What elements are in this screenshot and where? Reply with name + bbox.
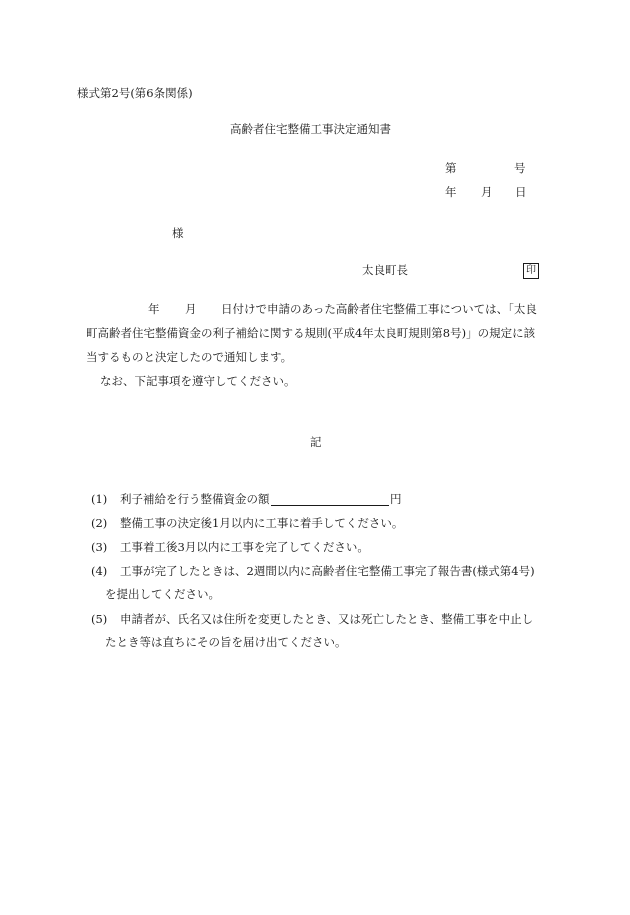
seal-mark: 印 [523,263,539,279]
number-go: 号 [514,161,526,175]
item-num: (4) [91,564,108,578]
ki-heading: 記 [310,435,322,449]
number-dai: 第 [445,161,457,175]
item-num: (3) [91,540,108,554]
body-year: 年 [148,302,160,316]
item-num: (2) [91,516,108,530]
body-line4: なお、下記事項を遵守してください。 [100,374,296,388]
item-text: 申請者が、氏名又は住所を変更したとき、又は死亡したとき、整備工事を中止し [120,612,534,626]
amount-blank-underline [271,505,389,506]
item-num: (5) [91,612,108,626]
body-line2: 町高齢者住宅整備資金の利子補給に関する規則(平成4年太良町規則第8号)」の規定に該 [86,326,536,340]
item-text: 整備工事の決定後1月以内に工事に着手してください。 [120,516,404,530]
amount-unit: 円 [390,492,402,506]
body-month: 月 [185,302,197,316]
body-line1: 日付けで申請のあった高齢者住宅整備工事については、「太良 [221,302,537,316]
item-text: 工事着工後3月以内に工事を完了してください。 [120,540,369,554]
date-year: 年 [445,185,457,199]
item-text: 利子補給を行う整備資金の額 [120,492,270,506]
date-month: 月 [481,185,493,199]
date-day: 日 [515,185,527,199]
form-label: 様式第2号(第6条関係) [77,86,193,100]
body-line3: 当するものと決定したので通知します。 [86,350,293,364]
item-text-continued: たとき等は直ちにその旨を届け出てください。 [105,635,347,649]
item-text-continued: を提出してください。 [105,587,220,601]
addressee-sama: 様 [172,226,184,240]
sender-title: 太良町長 [362,263,408,277]
item-text: 工事が完了したときは、2週間以内に高齢者住宅整備工事完了報告書(様式第4号) [120,564,535,578]
item-num: (1) [91,492,108,506]
document-title: 高齢者住宅整備工事決定通知書 [230,122,391,136]
